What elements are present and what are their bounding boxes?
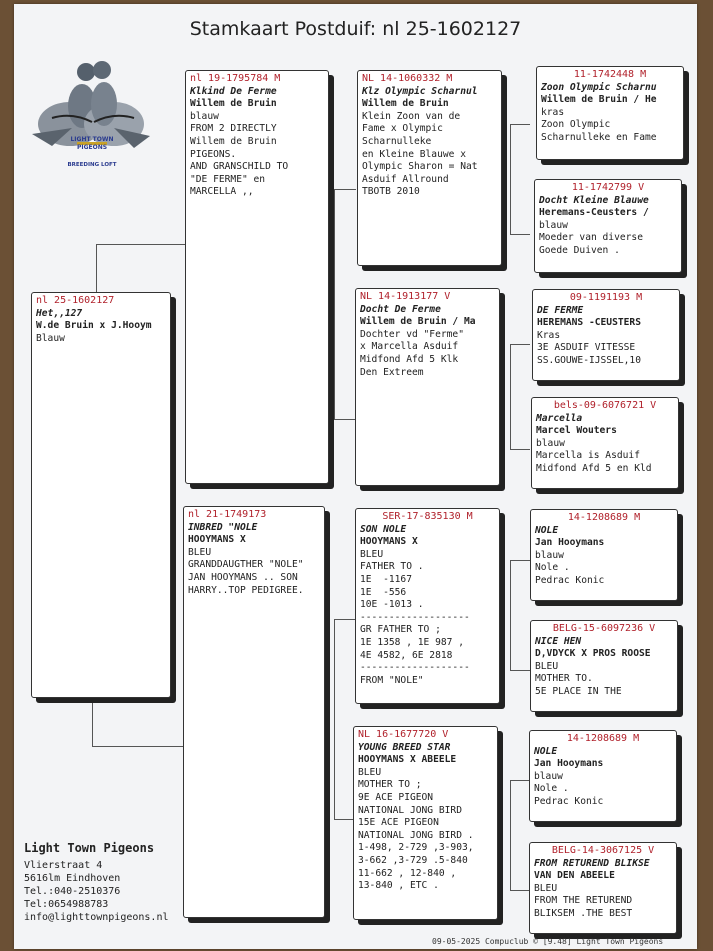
breeder-contact xyxy=(24,842,169,924)
pigeon-card-mmm[interactable] xyxy=(529,842,677,934)
info-line: GRANDDAUGTHER "NOLE" xyxy=(188,559,304,571)
ring-number: nl 21-1749173 xyxy=(188,509,267,520)
pigeon-card-fmm[interactable] xyxy=(531,397,679,489)
pigeon-card-ff[interactable] xyxy=(357,70,502,266)
pigeon-name: NICE HEN xyxy=(535,635,582,647)
info-line: BLIKSEM .THE BEST xyxy=(534,907,633,919)
breeder: D,VDYCK X PROS ROOSE xyxy=(535,648,651,660)
pigeon-name: YOUNG BREED STAR xyxy=(358,741,451,753)
info-line: 1E 1358 , 1E 987 , xyxy=(360,636,464,648)
pigeon-card-father[interactable] xyxy=(185,70,329,484)
ring-number: BELG-14-3067125 V xyxy=(551,845,655,856)
mobile-line: Tel:0654988783 xyxy=(24,899,109,910)
pigeon-card-subject[interactable] xyxy=(31,292,171,698)
info-line: 13-840 , ETC . xyxy=(358,880,439,892)
breeder: Jan Hooymans xyxy=(534,758,604,770)
connector xyxy=(92,746,184,747)
info-line: 3-662 ,3-729 .5-840 xyxy=(358,854,468,866)
pigeon-name: NOLE xyxy=(534,745,558,757)
connector xyxy=(334,419,356,420)
info-line: Nole . xyxy=(535,562,570,574)
ring-number: 14-1208689 M xyxy=(566,733,640,744)
info-line: blauw xyxy=(535,549,564,561)
connector xyxy=(92,702,93,746)
print-credit: 09-05-2025 Compuclub © [9.48] Light Town Pigeons xyxy=(432,937,664,946)
info-line: Scharnulleke en Fame xyxy=(541,131,657,143)
pigeon-card-fm[interactable] xyxy=(355,288,500,486)
connector xyxy=(510,234,530,235)
info-line: Midfond Afd 5 Klk xyxy=(360,353,459,365)
pigeon-name: Docht Kleine Blauwe xyxy=(539,194,649,206)
info-line: Goede Duiven . xyxy=(539,244,620,256)
ring-number: 11-1742448 M xyxy=(573,69,647,80)
info-line: MARCELLA ,, xyxy=(190,186,254,198)
connector xyxy=(510,890,530,891)
breeder: HOOYMANS X ABEELE xyxy=(358,754,457,766)
pigeon-name: Klz Olympic Scharnul xyxy=(362,85,478,97)
info-line: Blauw xyxy=(36,332,65,344)
info-line: 3E ASDUIF VITESSE xyxy=(537,342,636,354)
info-line: 10E -1013 . xyxy=(360,599,424,611)
info-line: TBOTB 2010 xyxy=(362,186,420,198)
info-line: BLEU xyxy=(360,548,384,560)
breeder: HOOYMANS X xyxy=(360,536,418,548)
connector xyxy=(510,124,530,125)
info-line: 4E 4582, 6E 2818 xyxy=(360,649,453,661)
pigeon-logo xyxy=(22,46,162,170)
postal-line: 5616lm Eindhoven xyxy=(24,873,121,884)
connector xyxy=(334,619,356,620)
breeder: W.de Bruin x J.Hooym xyxy=(36,320,152,332)
address-line: Vlierstraat 4 xyxy=(24,860,103,871)
info-line: NATIONAL JONG BIRD xyxy=(358,804,462,816)
ring-number: nl 25-1602127 xyxy=(36,295,115,306)
info-line: Kras xyxy=(537,329,561,341)
connector xyxy=(96,244,97,294)
pigeon-name: Zoon Olympic Scharnu xyxy=(541,81,657,93)
breeder: Marcel Wouters xyxy=(536,425,617,437)
info-line: blauw xyxy=(190,110,219,122)
info-line: ------------------- xyxy=(360,611,470,623)
info-line: JAN HOOYMANS .. SON xyxy=(188,571,298,583)
info-line: SS.GOUWE-IJSSEL,10 xyxy=(537,354,641,366)
connector xyxy=(510,344,511,449)
info-line: 1-498, 2-729 ,3-903, xyxy=(358,842,474,854)
page-title: Stamkaart Postduif: nl 25-1602127 xyxy=(189,18,522,40)
email-link[interactable]: info@lighttownpigeons.nl xyxy=(24,912,169,923)
info-line: FROM 2 DIRECTLY xyxy=(190,123,277,135)
ring-number: 14-1208689 M xyxy=(567,512,641,523)
breeder: Willem de Bruin xyxy=(362,98,449,110)
info-line: "DE FERME" en xyxy=(190,173,266,185)
info-line: 9E ACE PIGEON xyxy=(358,791,434,803)
ring-number: 11-1742799 V xyxy=(571,182,645,193)
pigeon-card-mfm[interactable] xyxy=(530,620,678,712)
pigeon-name: FROM RETUREND BLIKSE xyxy=(534,857,650,869)
pigeon-card-fff[interactable] xyxy=(536,66,684,160)
info-line: FATHER TO . xyxy=(360,561,424,573)
phone-line: Tel.:040-2510376 xyxy=(24,886,121,897)
info-line: ------------------- xyxy=(360,662,470,674)
info-line: FROM "NOLE" xyxy=(360,674,424,686)
info-line: 11-662 , 12-840 , xyxy=(358,867,457,879)
ring-number: NL 14-1060332 M xyxy=(362,73,453,84)
info-line: Pedrac Konic xyxy=(535,574,605,586)
breeder: Jan Hooymans xyxy=(535,537,605,549)
ring-number: bels-09-6076721 V xyxy=(553,400,657,411)
info-line: GR FATHER TO ; xyxy=(360,624,441,636)
info-line: MOTHER TO ; xyxy=(358,779,422,791)
pigeon-card-mother[interactable] xyxy=(183,506,325,918)
info-line: en Kleine Blauwe x xyxy=(362,148,466,160)
connector xyxy=(510,560,530,561)
ring-number: 09-1191193 M xyxy=(569,292,643,303)
pedigree-sheet xyxy=(14,4,697,949)
connector xyxy=(510,124,511,234)
pigeon-name: Klkind De Ferme xyxy=(190,85,277,97)
info-line: BLEU xyxy=(358,766,382,778)
info-line: MOTHER TO. xyxy=(535,673,593,685)
info-line: BLEU xyxy=(534,882,558,894)
ring-number: NL 16-1677720 V xyxy=(358,729,449,740)
connector xyxy=(510,670,530,671)
info-line: Klein Zoon van de xyxy=(362,110,461,122)
pigeon-name: SON NOLE xyxy=(360,523,407,535)
info-line: Moeder van diverse xyxy=(539,232,643,244)
ring-number: NL 14-1913177 V xyxy=(360,291,451,302)
logo-text-1: LIGHT TOWN xyxy=(70,136,114,143)
breeder: HEREMANS -CEUSTERS xyxy=(537,317,641,329)
connector xyxy=(510,780,530,781)
info-line: Asduif Allround xyxy=(362,173,449,185)
info-line: blauw xyxy=(536,437,565,449)
info-line: Fame x Olympic xyxy=(362,123,443,135)
info-line: Midfond Afd 5 en Kld xyxy=(536,462,652,474)
breeder: Willem de Bruin xyxy=(190,98,277,110)
info-line: 5E PLACE IN THE xyxy=(535,685,622,697)
info-line: AND GRANSCHILD TO xyxy=(190,161,289,173)
connector xyxy=(96,244,186,245)
connector xyxy=(334,619,335,819)
connector xyxy=(334,189,335,419)
connector xyxy=(510,449,530,450)
info-line: Marcella is Asduif xyxy=(536,450,640,462)
info-line: 1E -1167 xyxy=(360,573,412,585)
info-line: Nole . xyxy=(534,783,569,795)
logo-text-2: PIGEONS xyxy=(76,144,108,151)
info-line: 15E ACE PIGEON xyxy=(358,817,439,829)
pigeon-name: DE FERME xyxy=(537,304,584,316)
info-line: Willem de Bruin xyxy=(190,135,277,147)
breeder: Willem de Bruin / He xyxy=(541,94,657,106)
logo-text-3: BREEDING LOFT xyxy=(67,162,117,168)
connector xyxy=(510,560,511,670)
pigeon-card-mm[interactable] xyxy=(353,726,498,920)
breeder: VAN DEN ABEELE xyxy=(534,870,615,882)
pigeon-card-mmf[interactable] xyxy=(529,730,677,822)
pigeon-card-fmf[interactable] xyxy=(532,289,680,381)
info-line: blauw xyxy=(539,219,568,231)
info-line: Scharnulleke xyxy=(362,135,432,147)
info-line: Dochter vd "Ferme" xyxy=(360,328,464,340)
info-line: FROM THE RETUREND xyxy=(534,895,633,907)
pigeon-name: NOLE xyxy=(535,524,559,536)
info-line: Olympic Sharon = Nat xyxy=(362,161,478,173)
pigeon-card-mf[interactable] xyxy=(355,508,500,704)
info-line: x Marcella Asduif xyxy=(360,341,459,353)
info-line: BLEU xyxy=(535,660,559,672)
info-line: NATIONAL JONG BIRD . xyxy=(358,829,474,841)
pigeon-card-ffm[interactable] xyxy=(534,179,682,273)
info-line: Zoon Olympic xyxy=(541,119,611,131)
pigeon-name: Docht De Ferme xyxy=(360,303,441,315)
pigeon-name: Marcella xyxy=(536,412,583,424)
connector xyxy=(334,189,356,190)
ring-number: BELG-15-6097236 V xyxy=(552,623,656,634)
info-line: kras xyxy=(541,106,565,118)
info-line: BLEU xyxy=(188,546,212,558)
info-line: HARRY..TOP PEDIGREE. xyxy=(188,584,304,596)
info-line: PIGEONS. xyxy=(190,148,237,160)
breeder: Heremans-Ceusters / xyxy=(539,207,649,219)
breeder-name: Light Town Pigeons xyxy=(24,841,155,855)
info-line: Den Extreem xyxy=(360,366,424,378)
pigeon-name: INBRED "NOLE xyxy=(188,521,258,533)
connector xyxy=(510,344,530,345)
ring-number: nl 19-1795784 M xyxy=(190,73,281,84)
info-line: Pedrac Konic xyxy=(534,795,604,807)
pigeon-name: Het,,127 xyxy=(36,307,83,319)
ring-number: SER-17-835130 M xyxy=(382,511,473,522)
info-line: blauw xyxy=(534,770,563,782)
pigeon-card-mff[interactable] xyxy=(530,509,678,601)
info-line: 1E -556 xyxy=(360,586,407,598)
breeder: HOOYMANS X xyxy=(188,534,246,546)
breeder: Willem de Bruin / Ma xyxy=(360,316,476,328)
connector xyxy=(510,780,511,890)
